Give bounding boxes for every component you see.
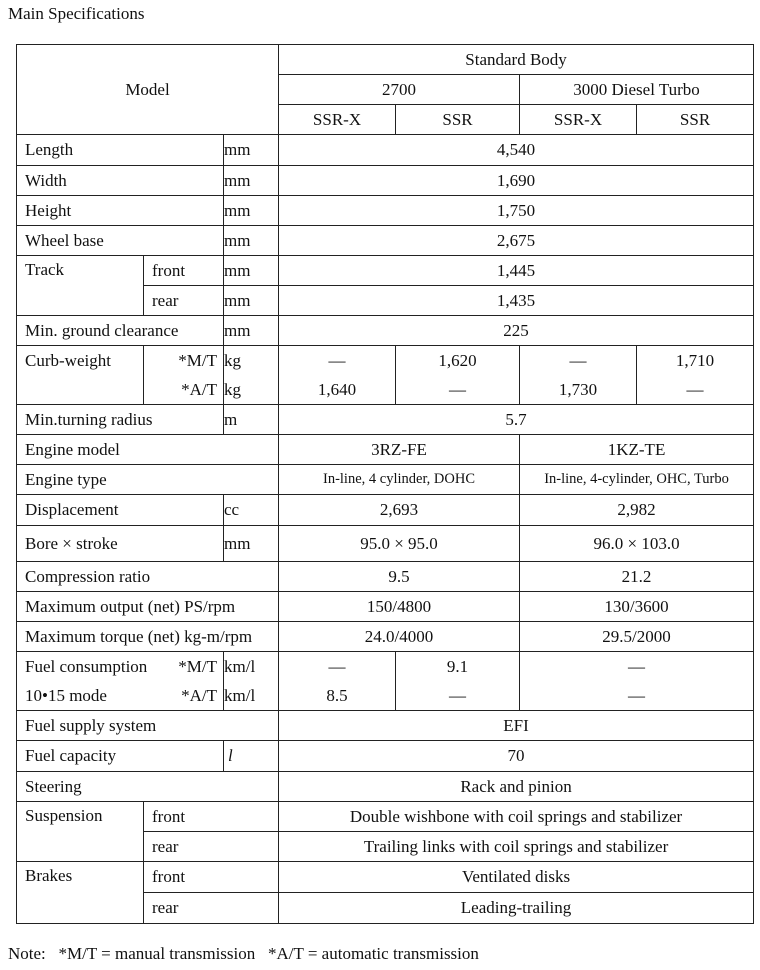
row-value: — [279, 652, 396, 682]
row-value: 70 [279, 741, 754, 772]
row-value: In-line, 4 cylinder, DOHC [279, 465, 520, 495]
row-value: 95.0 × 95.0 [279, 526, 520, 562]
row-sublabel: front [144, 256, 224, 286]
spec-table [16, 44, 754, 924]
engine-group-header: 2700 [279, 75, 520, 105]
row-value: — [520, 681, 754, 711]
row-unit: mm [224, 256, 279, 286]
row-unit: mm [224, 286, 279, 316]
row-label: Brakes [17, 862, 144, 924]
row-value: — [637, 375, 754, 405]
row-label: Min. ground clearance [17, 316, 224, 346]
row-unit: kg [224, 346, 279, 376]
row-unit: mm [224, 526, 279, 562]
row-label: Height [17, 196, 224, 226]
row-value: 1,690 [279, 166, 754, 196]
row-label: 10•15 mode [17, 681, 144, 711]
table-row [17, 495, 754, 526]
row-value: 96.0 × 103.0 [520, 526, 754, 562]
row-value: 2,675 [279, 226, 754, 256]
table-row [17, 166, 754, 196]
page-title: Main Specifications [8, 4, 145, 23]
row-value: — [396, 681, 520, 711]
row-label: Steering [17, 772, 279, 802]
row-value: 4,540 [279, 135, 754, 166]
row-value: 3RZ-FE [279, 435, 520, 465]
table-row [17, 741, 754, 772]
row-label: Width [17, 166, 224, 196]
row-unit: m [224, 405, 279, 435]
row-value: 1,435 [279, 286, 754, 316]
engine-group-header: 3000 Diesel Turbo [520, 75, 754, 105]
table-row [17, 135, 754, 166]
row-value: 29.5/2000 [520, 622, 754, 652]
table-row [17, 562, 754, 592]
table-row [17, 622, 754, 652]
table-row [17, 405, 754, 435]
row-value: — [520, 346, 637, 376]
grade-header: SSR-X [279, 105, 396, 135]
row-value: — [520, 652, 754, 682]
row-value: Ventilated disks [279, 862, 754, 893]
row-value: — [396, 375, 520, 405]
table-row [17, 316, 754, 346]
row-label: Displacement [17, 495, 224, 526]
row-unit: mm [224, 196, 279, 226]
row-unit: mm [224, 166, 279, 196]
table-row [17, 226, 754, 256]
row-label: Length [17, 135, 224, 166]
row-value: 225 [279, 316, 754, 346]
row-label: Bore × stroke [17, 526, 224, 562]
row-label: Maximum output (net) PS/rpm [17, 592, 279, 622]
row-unit: mm [224, 226, 279, 256]
row-value: 130/3600 [520, 592, 754, 622]
row-label: Suspension [17, 802, 144, 862]
table-row [17, 681, 754, 711]
row-sublabel: *A/T [144, 681, 224, 711]
row-value: EFI [279, 711, 754, 741]
row-value: 1,710 [637, 346, 754, 376]
row-unit: kg [224, 375, 279, 405]
table-row [17, 862, 754, 893]
row-label: Engine model [17, 435, 279, 465]
row-sublabel: rear [144, 893, 279, 924]
row-label: Track [17, 256, 144, 316]
row-value: 9.5 [279, 562, 520, 592]
row-label: Min.turning radius [17, 405, 224, 435]
row-value: Trailing links with coil springs and stabilizer [279, 832, 754, 862]
row-sublabel: rear [144, 832, 279, 862]
row-value: 9.1 [396, 652, 520, 682]
table-row [17, 375, 754, 405]
row-label: Wheel base [17, 226, 224, 256]
table-row [17, 196, 754, 226]
row-value: Rack and pinion [279, 772, 754, 802]
row-value: 150/4800 [279, 592, 520, 622]
table-row [17, 435, 754, 465]
table-row [17, 802, 754, 832]
row-value: 1,640 [279, 375, 396, 405]
row-label: Compression ratio [17, 562, 279, 592]
row-sublabel: *M/T [144, 652, 224, 682]
table-row [17, 772, 754, 802]
row-value: 2,693 [279, 495, 520, 526]
row-value: 1,750 [279, 196, 754, 226]
row-value: 1,730 [520, 375, 637, 405]
row-sublabel: *A/T [144, 375, 224, 405]
grade-header: SSR [396, 105, 520, 135]
row-sublabel: front [144, 802, 279, 832]
row-value: 5.7 [279, 405, 754, 435]
row-value: 24.0/4000 [279, 622, 520, 652]
row-value: 1,445 [279, 256, 754, 286]
row-value: 2,982 [520, 495, 754, 526]
row-sublabel: rear [144, 286, 224, 316]
footnote: Note: *M/T = manual transmission *A/T = automatic transmission [8, 944, 479, 963]
row-unit: mm [224, 316, 279, 346]
table-row [17, 526, 754, 562]
row-label: Engine type [17, 465, 279, 495]
row-label: Fuel consumption [17, 652, 144, 682]
grade-header: SSR-X [520, 105, 637, 135]
row-unit: km/l [224, 681, 279, 711]
row-sublabel: front [144, 862, 279, 893]
table-row [17, 592, 754, 622]
row-label: Fuel supply system [17, 711, 279, 741]
body-header: Standard Body [279, 45, 754, 75]
row-label: Curb-weight [17, 346, 144, 376]
row-sublabel: *M/T [144, 346, 224, 376]
row-unit: mm [224, 135, 279, 166]
row-value: Double wishbone with coil springs and stabilizer [279, 802, 754, 832]
header-row [17, 45, 754, 75]
row-label: Maximum torque (net) kg-m/rpm [17, 622, 279, 652]
row-value: In-line, 4-cylinder, OHC, Turbo [520, 465, 754, 495]
grade-header: SSR [637, 105, 754, 135]
row-value: — [279, 346, 396, 376]
table-row [17, 346, 754, 376]
row-label: Fuel capacity [17, 741, 224, 772]
row-value: 8.5 [279, 681, 396, 711]
row-unit: km/l [224, 652, 279, 682]
model-header: Model [17, 45, 279, 135]
row-unit: l [224, 741, 279, 772]
table-row [17, 711, 754, 741]
row-value: 1KZ-TE [520, 435, 754, 465]
table-row [17, 465, 754, 495]
table-row [17, 652, 754, 682]
row-value: Leading-trailing [279, 893, 754, 924]
table-row [17, 256, 754, 286]
row-value: 21.2 [520, 562, 754, 592]
row-value: 1,620 [396, 346, 520, 376]
row-unit: cc [224, 495, 279, 526]
